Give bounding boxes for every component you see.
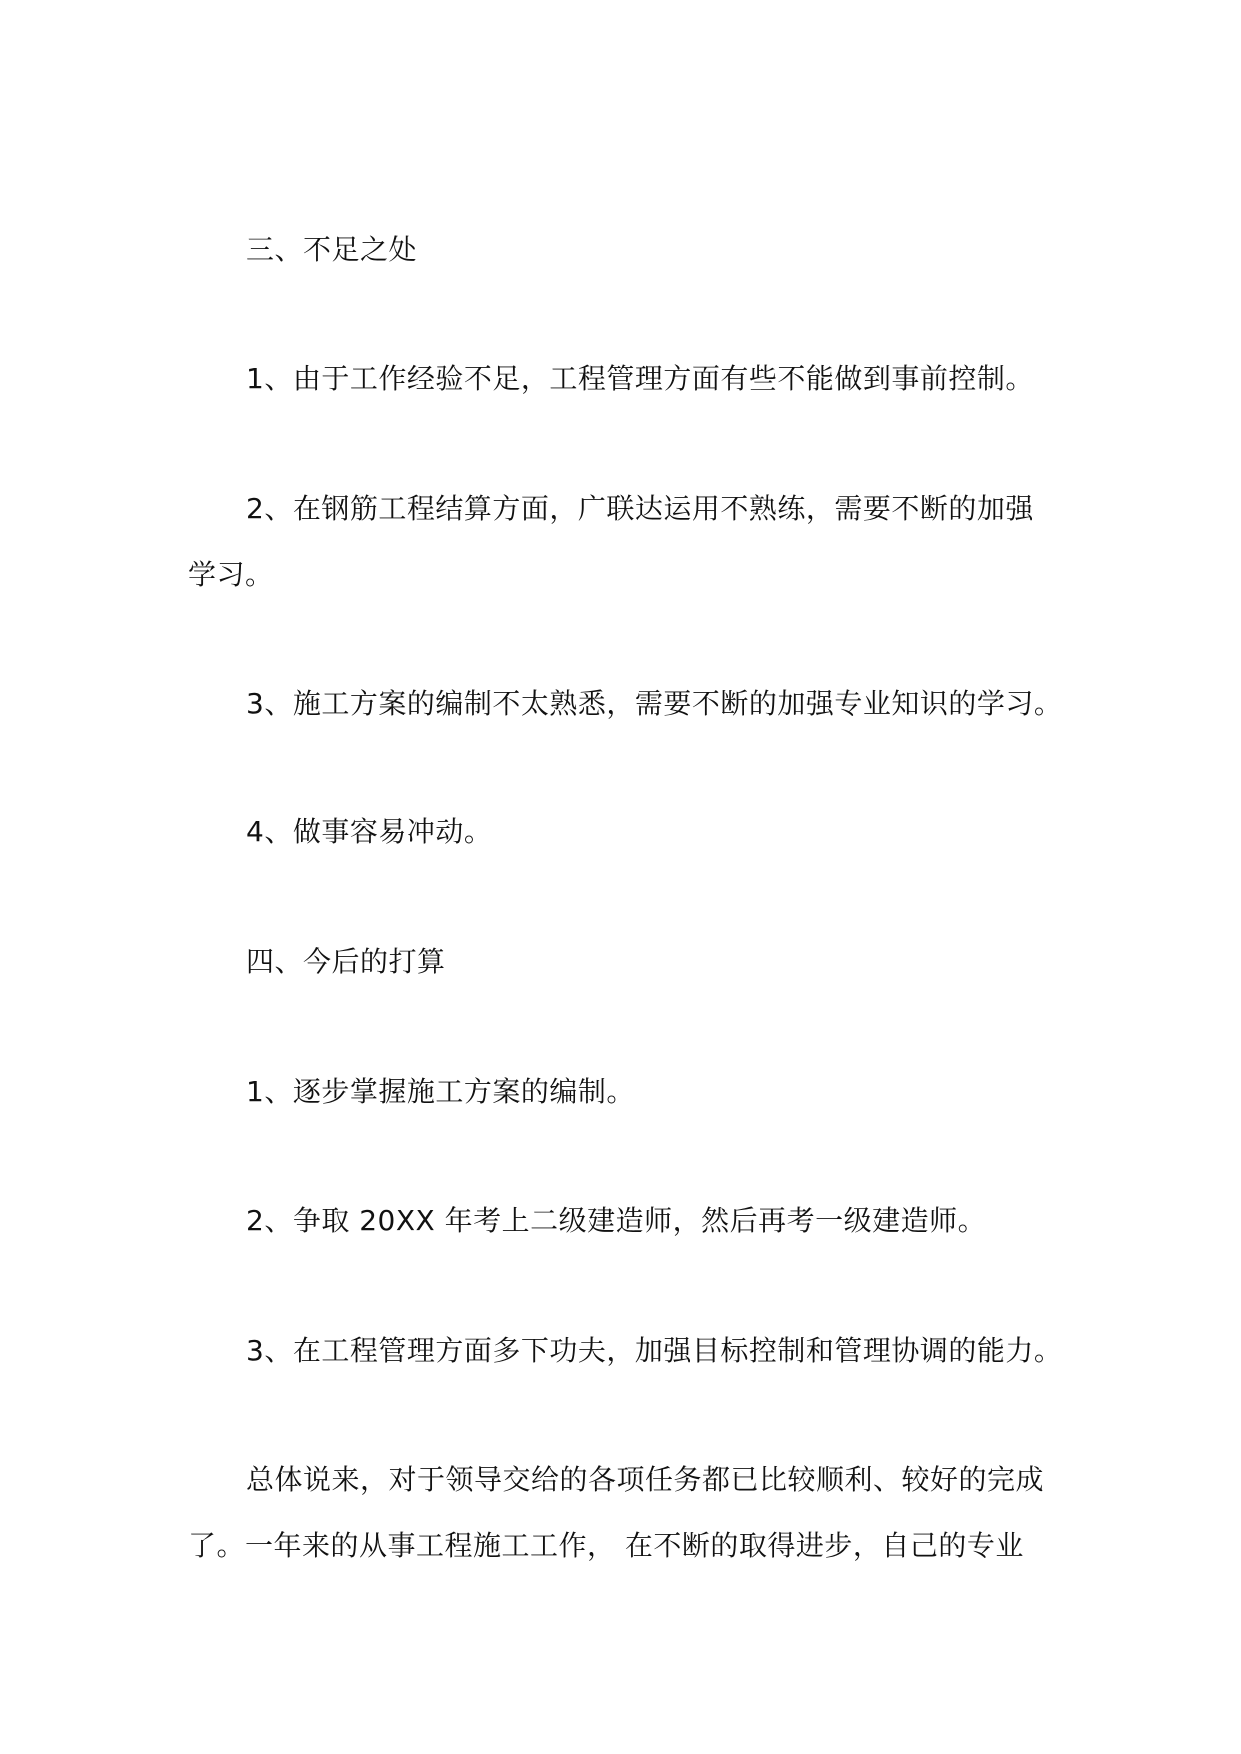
paragraph-plan-1: 1、逐步掌握施工方案的编制。 — [246, 1075, 635, 1108]
section-heading-shortcomings: 三、不足之处 — [246, 233, 418, 266]
paragraph-shortcoming-2: 2、在钢筋工程结算方面，广联达运用不熟练，需要不断的加强 — [246, 492, 1034, 525]
paragraph-plan-2: 2、争取 20XX 年考上二级建造师，然后再考一级建造师。 — [246, 1204, 987, 1237]
paragraph-summary-line-1: 总体说来，对于领导交给的各项任务都已比较顺利、较好的完成 — [246, 1463, 1045, 1496]
paragraph-shortcoming-2-continued: 学习。 — [188, 558, 274, 591]
paragraph-shortcoming-4: 4、做事容易冲动。 — [246, 815, 493, 848]
paragraph-plan-3: 3、在工程管理方面多下功夫，加强目标控制和管理协调的能力。 — [246, 1334, 1063, 1367]
paragraph-shortcoming-3: 3、施工方案的编制不太熟悉，需要不断的加强专业知识的学习。 — [246, 687, 1063, 720]
paragraph-shortcoming-1: 1、由于工作经验不足，工程管理方面有些不能做到事前控制。 — [246, 362, 1034, 395]
paragraph-summary-line-2: 了。一年来的从事工程施工工作， 在不断的取得进步，自己的专业 — [188, 1529, 1024, 1562]
section-heading-future-plans: 四、今后的打算 — [246, 945, 446, 978]
